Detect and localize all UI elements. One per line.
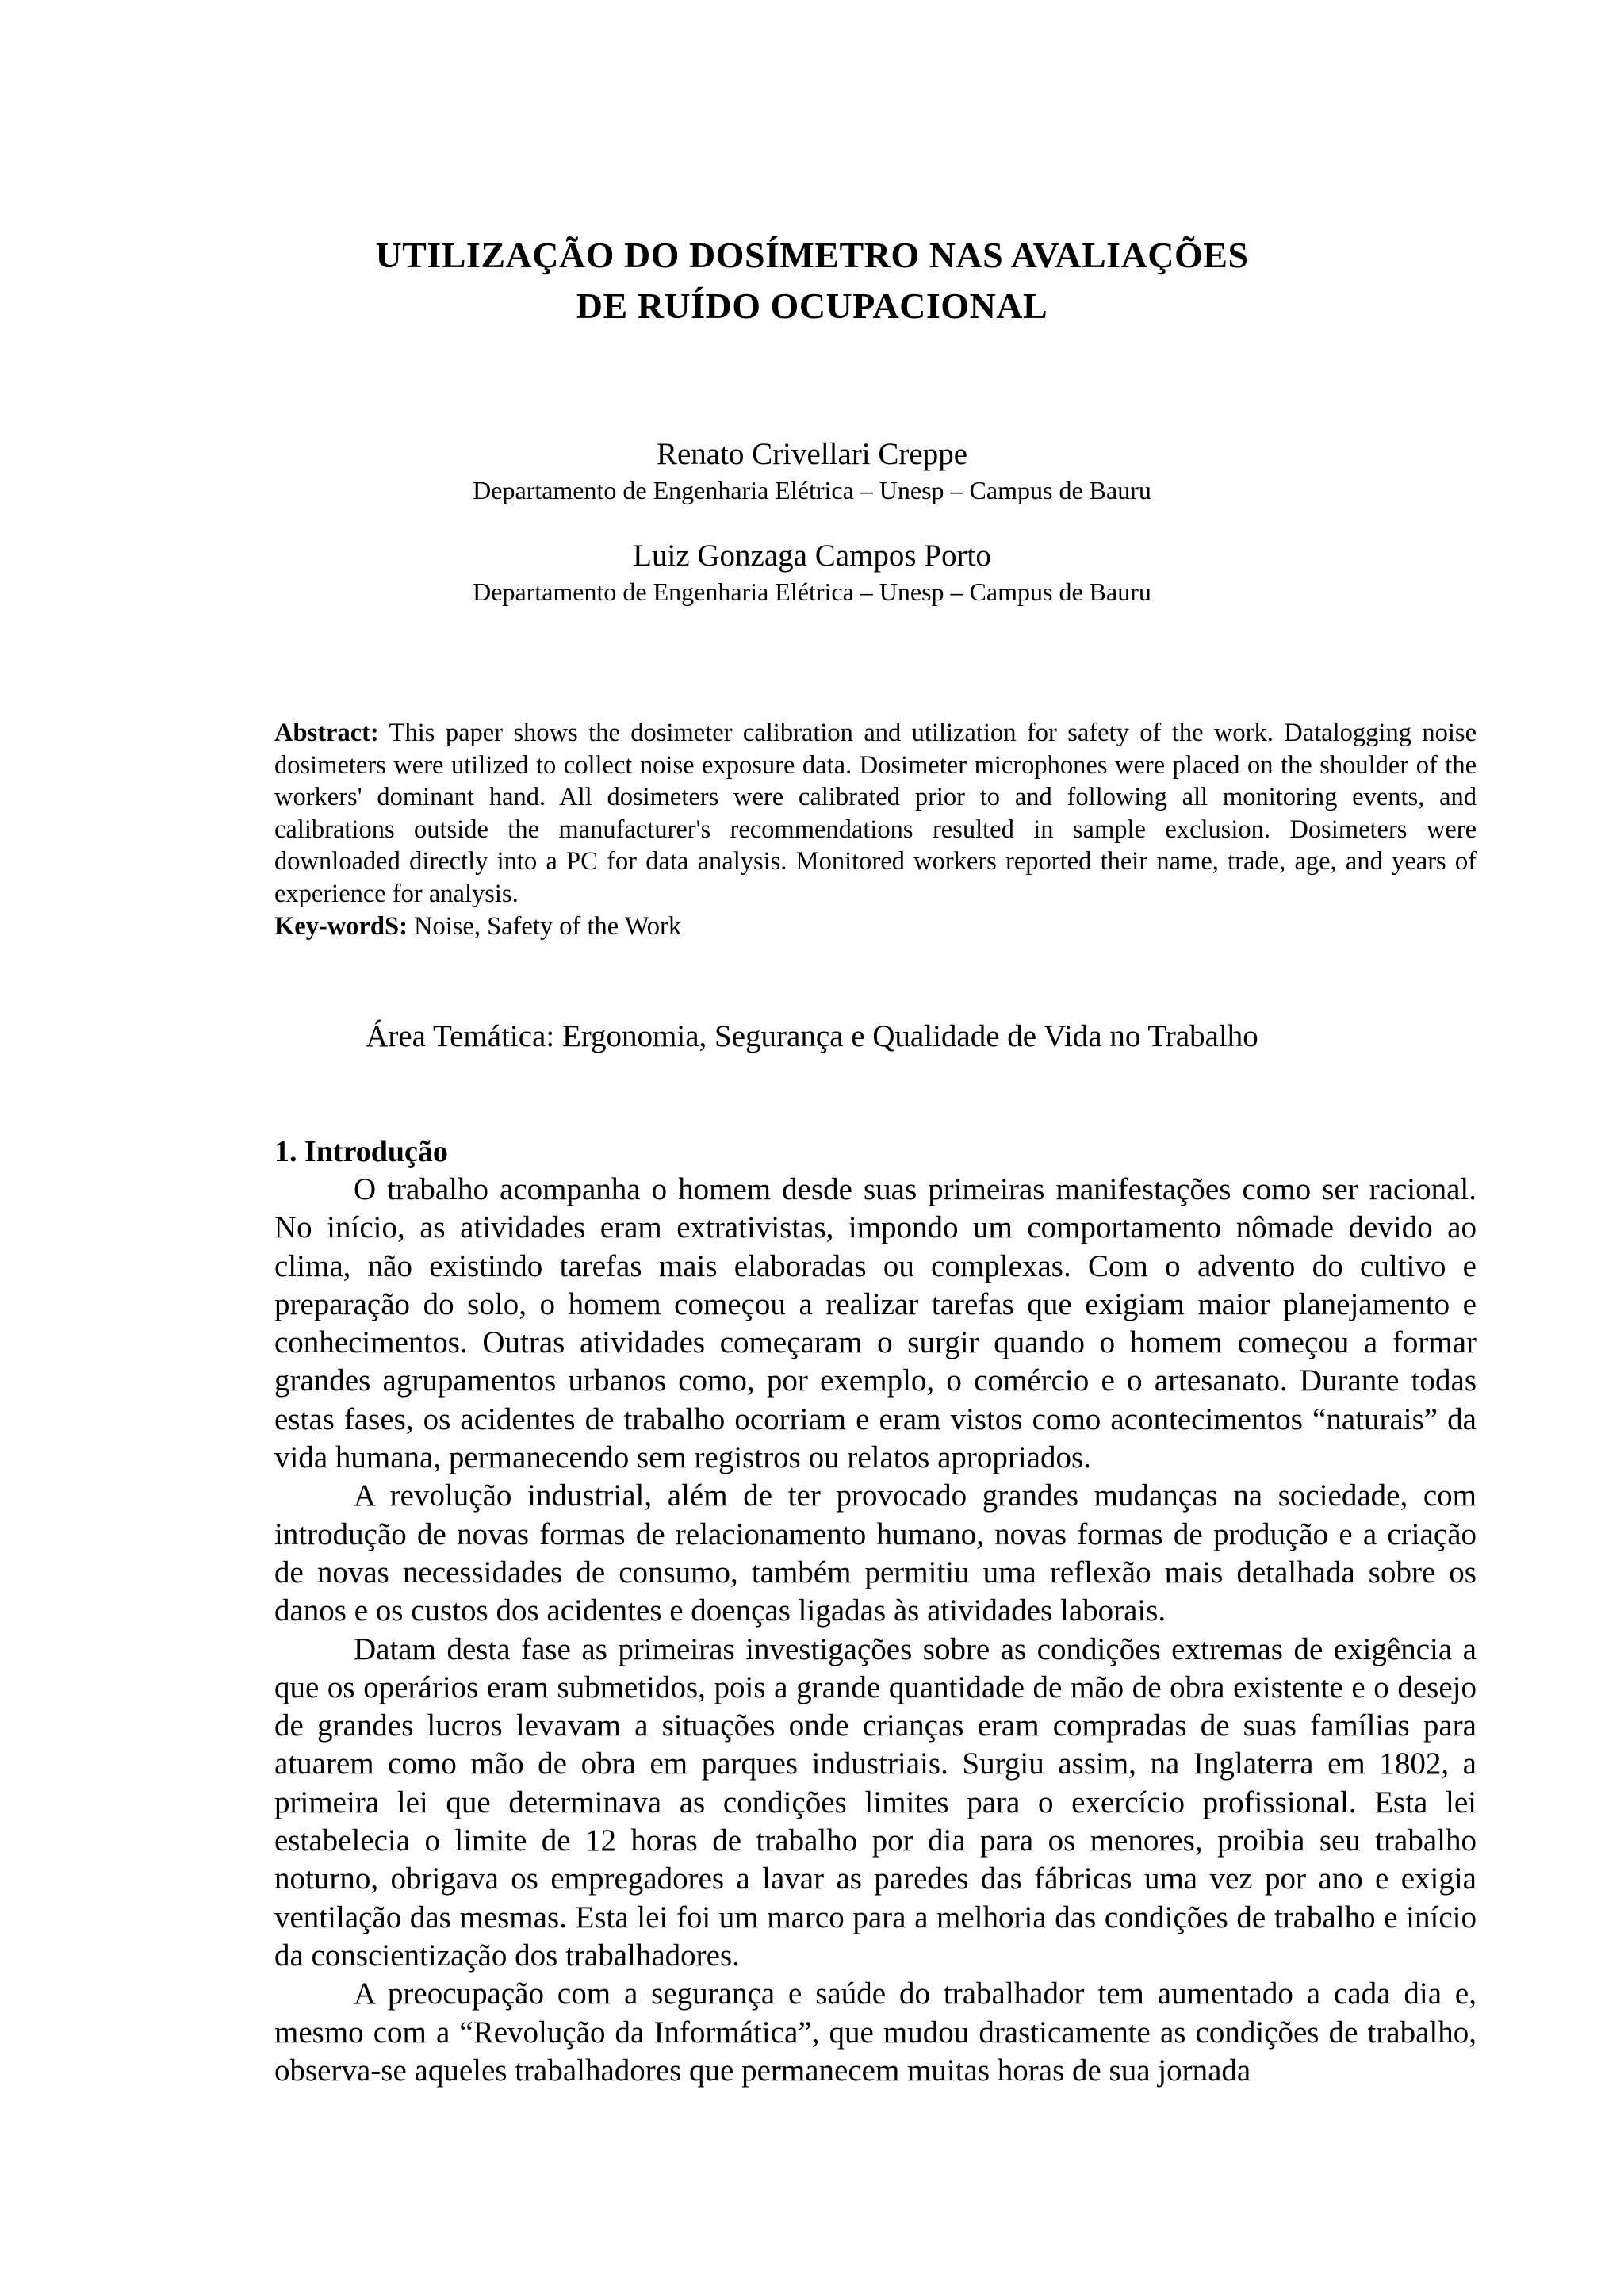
paper-title	[0, 230, 1624, 332]
abstract-text: This paper shows the dosimeter calibration and utilization for safety of the work. Datalogging noise dosimeters were utilized to collect noise exposure data. Dosimeter microphones were placed on the shoulder of the workers' dominant hand. All dosimeters were calibrated prior to and following all monitoring events, and calibrations outside the manufacturer's recommendations resulted in sample exclusion. Dosimeters were downloaded directly into a PC for data analysis. Monitored workers reported their name, trade, age, and years of experience for analysis.	[274, 719, 1477, 908]
keywords-label: Key-wordS:	[274, 912, 408, 941]
author-name: Renato Crivellari Creppe	[656, 437, 968, 471]
author-1	[0, 435, 1624, 506]
title-line-2: DE RUÍDO OCUPACIONAL	[576, 286, 1048, 326]
paragraph: Datam desta fase as primeiras investigações sobre as condições extremas de exigência a que os operários eram submetidos, pois a grande quantidade de mão de obra existente e o desejo de grandes lucros levavam a situações onde crianças eram compradas de suas famílias para atuarem como mão de obra em parques industriais. Surgiu assim, na Inglaterra em 1802, a primeira lei que determinava as condições limites para o exercício profissional. Esta lei estabelecia o limite de 12 horas de trabalho por dia para os menores, proibia seu trabalho noturno, obrigava os empregadores a lavar as paredes das fábricas uma vez por ano e exigia ventilação das mesmas. Esta lei foi um marco para a melhoria das condições de trabalho e início da conscientização dos trabalhadores.	[274, 1632, 1477, 1973]
author-affiliation: Departamento de Engenharia Elétrica – Unesp – Campus de Bauru	[473, 476, 1151, 504]
abstract	[274, 717, 1477, 910]
paragraph: A preocupação com a segurança e saúde do trabalhador tem aumentado a cada dia e, mesmo com a “Revolução da Informática”, que mudou drasticamente as condições de trabalho, observa-se aqueles trabalhadores que permanecem muitas horas de sua jornada	[274, 1977, 1477, 2088]
author-affiliation: Departamento de Engenharia Elétrica – Unesp – Campus de Bauru	[473, 577, 1151, 606]
abstract-label: Abstract:	[274, 719, 379, 747]
keywords	[274, 911, 1477, 942]
author-name: Luiz Gonzaga Campos Porto	[633, 539, 991, 573]
title-line-1: UTILIZAÇÃO DO DOSÍMETRO NAS AVALIAÇÕES	[375, 235, 1249, 275]
keywords-text: Noise, Safety of the Work	[414, 912, 682, 941]
section-heading: 1. Introdução	[274, 1135, 448, 1168]
author-2	[0, 536, 1624, 608]
paragraph: O trabalho acompanha o homem desde suas primeiras manifestações como ser racional. No início, as atividades eram extrativistas, impondo um comportamento nômade devido ao clima, não existindo tarefas mais elaboradas ou complexas. Com o advento do cultivo e preparação do solo, o homem começou a realizar tarefas que exigiam maior planejamento e conhecimentos. Outras atividades começaram o surgir quando o homem começou a formar grandes agrupamentos urbanos como, por exemplo, o comércio e o artesanato. Durante todas estas fases, os acidentes de trabalho ocorriam e eram vistos como acontecimentos “naturais” da vida humana, permanecendo sem registros ou relatos apropriados.	[274, 1172, 1477, 1475]
thematic-area: Área Temática: Ergonomia, Segurança e Qualidade de Vida no Trabalho	[366, 1019, 1258, 1053]
paragraph: A revolução industrial, além de ter provocado grandes mudanças na sociedade, com introdução de novas formas de relacionamento humano, novas formas de produção e a criação de novas necessidades de consumo, também permitiu uma reflexão mais detalhada sobre os danos e os custos dos acidentes e doenças ligadas às atividades laborais.	[274, 1478, 1477, 1628]
section-body	[274, 1171, 1477, 2090]
